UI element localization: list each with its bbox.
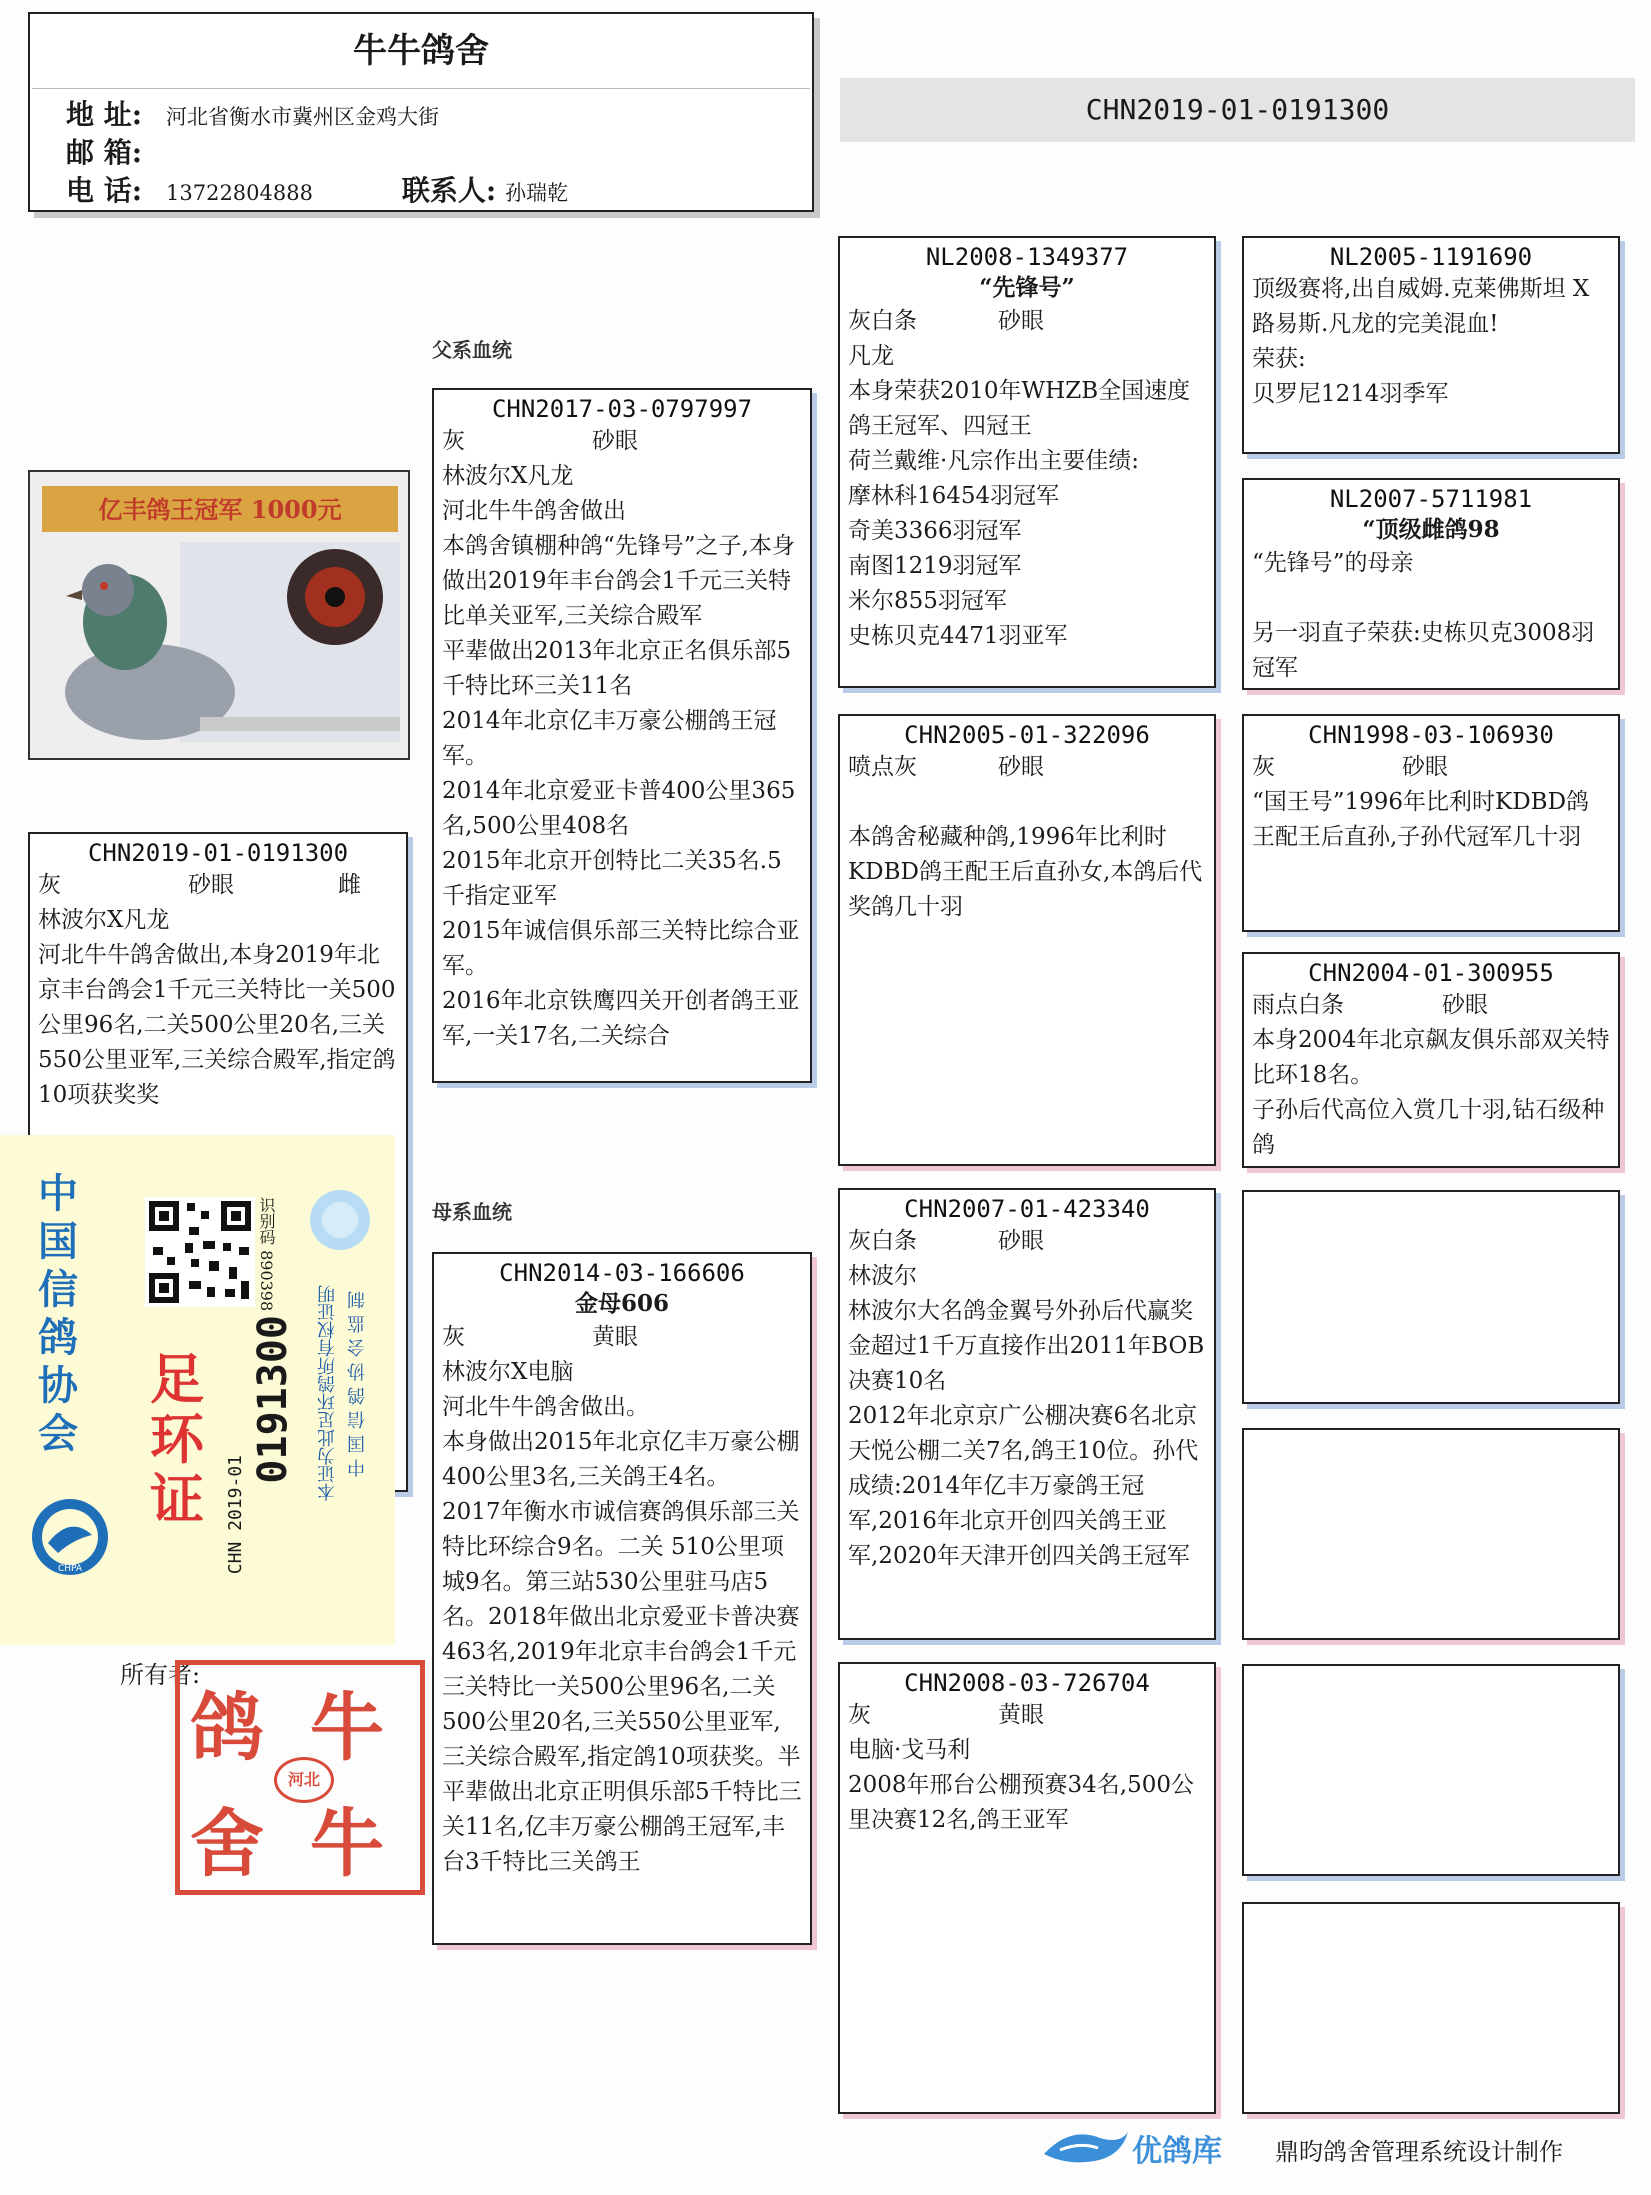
sire-dam-dam-card <box>1242 952 1620 1168</box>
sire-dam-line: 本鸽舍秘藏种鸽,1996年比利时KDBD鸽王配王后直孙女,本鸽后代奖鸽几十羽 <box>848 824 1203 920</box>
sire-sire-line: 史栋贝克4471羽亚军 <box>848 623 1068 649</box>
certificate-ring-prefix: CHN 2019-01 <box>225 1455 246 1575</box>
dam-dam-card <box>838 1662 1216 2114</box>
dam-traits <box>442 1320 802 1355</box>
sire-sire-color: 灰白条 <box>848 308 917 334</box>
address-row <box>66 97 776 135</box>
seal-char: 舍 <box>190 1801 264 1887</box>
sire-sire-eye: 砂眼 <box>998 308 1044 334</box>
sire-sire-line: 奇美3366羽冠军 <box>848 518 1022 544</box>
dam-sire-traits <box>848 1224 1206 1259</box>
sire-line: 本鸽舍镇棚种鸽“先锋号”之子,本身做出2019年丰台鸽会1千元三关特比单关亚军,三关综合殿军 <box>442 533 795 629</box>
sire-dam-dam-eye: 砂眼 <box>1442 992 1488 1018</box>
cloud-seal-icon <box>305 1185 375 1255</box>
owner-label: 所有者: <box>120 1661 201 1689</box>
dam-sire-sire-card <box>1242 1190 1620 1404</box>
dam-dam-dam-card <box>1242 1902 1620 2114</box>
contact-value: 孙瑞乾 <box>505 181 569 205</box>
sire-dam-sire-card <box>1242 714 1620 932</box>
sire-sire-card <box>838 236 1216 688</box>
ring-certificate <box>0 1135 395 1645</box>
sire-sire-dam-line: 另一羽直子荣获:史栋贝克3008羽冠军 <box>1252 620 1595 681</box>
pigeon-logo-icon <box>1040 2120 1130 2170</box>
qr-identifier: 识别码 890398 <box>257 1197 276 1312</box>
certificate-title: 足环证 <box>150 1348 204 1531</box>
dam-line: 本身做出2015年北京亿丰万豪公棚400公里3名,三关鸽王4名。 <box>442 1429 800 1490</box>
certificate-supervisor-note: 中国信鸽协会监制 <box>347 1285 368 1477</box>
dam-dam-traits <box>848 1698 1206 1733</box>
sire-line: 平辈做出2013年北京正名俱乐部5千特比环三关11名 <box>442 638 792 699</box>
pigeon-photo <box>28 470 410 760</box>
seal-center: 河北 <box>274 1757 334 1803</box>
sire-dam-line <box>848 785 1206 820</box>
dam-sire-line: 林波尔大名鸽金翼号外孙后代赢奖金超过1千万直接作出2011年BOB决赛10名 <box>848 1298 1205 1394</box>
sire-sire-dam-line <box>1252 581 1610 616</box>
dam-ring: CHN2014-03-166606 <box>499 1259 745 1287</box>
dam-card <box>432 1252 812 1945</box>
sire-line: 2014年北京亿丰万豪公棚鸽王冠军。 <box>442 708 777 769</box>
sire-line: 河北牛牛鸽舍做出 <box>442 498 626 524</box>
association-emblem-icon <box>28 1495 112 1579</box>
footer <box>1040 2120 1640 2170</box>
dam-nickname: 金母606 <box>574 1290 669 1317</box>
sire-sire-line: 凡龙 <box>848 343 894 369</box>
qr-code-icon <box>145 1197 255 1307</box>
sire-dam-sire-color: 灰 <box>1252 754 1275 780</box>
sire-sire-sire-line: 顶级赛将,出自威姆.克莱佛斯坦 X 路易斯.凡龙的完美混血! <box>1252 276 1590 337</box>
sire-line: 2015年诚信俱乐部三关特比综合亚军。 <box>442 918 800 979</box>
sire-line: 2016年北京铁鹰四关开创者鸽王亚军,一关17名,二关综合 <box>442 988 800 1049</box>
contact-label: 联系人: <box>401 174 497 207</box>
sire-dam-ring: CHN2005-01-322096 <box>904 721 1150 749</box>
sire-sire-sire-card <box>1242 236 1620 454</box>
dam-dam-ring: CHN2008-03-726704 <box>904 1669 1150 1697</box>
sire-traits <box>442 424 802 459</box>
sire-sire-traits <box>848 304 1206 339</box>
sire-sire-sire-line: 荣获: <box>1252 346 1306 372</box>
sire-sire-line: 南图1219羽冠军 <box>848 553 1022 579</box>
sire-dam-dam-line: 子孙后代高位入赏几十羽,钻石级种鸽 <box>1252 1097 1605 1158</box>
sire-line: 2015年北京开创特比二关35名.5千指定亚军 <box>442 848 782 909</box>
sire-line: 林波尔X凡龙 <box>442 463 574 489</box>
phone-label: 电 话: <box>66 174 143 207</box>
loft-header <box>28 12 814 212</box>
sire-sire-line: 米尔855羽冠军 <box>848 588 1007 614</box>
sire-dam-dam-ring: CHN2004-01-300955 <box>1308 959 1554 987</box>
sire-dam-traits <box>848 750 1206 785</box>
sire-line-label: 父系血统 <box>432 338 512 362</box>
dam-sire-ring: CHN2007-01-423340 <box>904 1195 1150 1223</box>
mailbox-row <box>66 135 776 173</box>
seal-char: 牛 <box>310 1685 384 1771</box>
sire-sire-ring: NL2008-1349377 <box>925 243 1129 271</box>
sire-sire-sire-ring: NL2005-1191690 <box>1329 243 1533 271</box>
dam-dam-eye: 黄眼 <box>998 1702 1044 1728</box>
subject-ring-banner: CHN2019-01-0191300 <box>840 78 1635 142</box>
dam-color: 灰 <box>442 1324 465 1350</box>
sire-dam-card <box>838 714 1216 1166</box>
dam-dam-color: 灰 <box>848 1702 871 1728</box>
sire-sire-nickname: “先锋号” <box>979 274 1075 301</box>
dam-eye: 黄眼 <box>592 1324 638 1350</box>
dam-dam-sire-card <box>1242 1664 1620 1876</box>
sire-dam-sire-line: “国王号”1996年比利时KDBD鸽王配王后直孙,子孙代冠军几十羽 <box>1252 789 1590 850</box>
mailbox-label: 邮 箱: <box>66 136 143 169</box>
sire-dam-color: 喷点灰 <box>848 754 917 780</box>
sire-color: 灰 <box>442 428 465 454</box>
sire-dam-dam-line: 本身2004年北京飙友俱乐部双关特比环18名。 <box>1252 1027 1610 1088</box>
subject-sex: 雌 <box>338 872 361 898</box>
dam-sire-dam-card <box>1242 1428 1620 1640</box>
sire-dam-dam-traits <box>1252 988 1610 1023</box>
dam-line: 2017年衡水市诚信赛鸽俱乐部三关特比环综合9名。二关 510公里项城9名。第三站530公里驻马店5名。2018年做出北京爱亚卡普决赛463名,2019年北京丰台鸽会1千元三关特比一关500公里96名,二关500公里20名,三关550公里亚军,三关综合殿军,指定鸽10项获奖。半平辈做出北京正明俱乐部5千特比三关11名,亿丰万豪公棚鸽王冠军,丰台3千特比三关鸽王 <box>442 1499 802 1875</box>
sire-card <box>432 388 812 1083</box>
sire-sire-line: 本身荣获2010年WHZB全国速度鸽王冠军、四冠王 <box>848 378 1191 439</box>
certificate-ownership-note: 本证为此足环鸽所有权证明 <box>317 1285 338 1501</box>
loft-seal-stamp <box>175 1660 425 1895</box>
sire-dam-sire-ring: CHN1998-03-106930 <box>1308 721 1554 749</box>
footer-logo-text: 优鸽库 <box>1132 2134 1222 2169</box>
subject-line: 林波尔X凡龙 <box>38 907 170 933</box>
certificate-ring-number: 0191300 <box>250 1315 296 1484</box>
dam-line-label: 母系血统 <box>432 1200 512 1224</box>
dam-sire-eye: 砂眼 <box>998 1228 1044 1254</box>
emblem-text: CHPA <box>57 1564 83 1574</box>
dam-dam-line: 2008年邢台公棚预赛34名,500公里决赛12名,鸽王亚军 <box>848 1772 1195 1833</box>
pigeon-photo-graphic <box>30 472 410 760</box>
dam-sire-card <box>838 1188 1216 1640</box>
sire-sire-sire-line: 贝罗尼1214羽季军 <box>1252 381 1449 407</box>
subject-line: 河北牛牛鸽舍做出,本身2019年北京丰台鸽会1千元三关特比一关500公里96名,二关500公里20名,三关550公里亚军,三关综合殿军,指定鸽10项获奖奖 <box>38 942 396 1108</box>
subject-traits <box>38 868 398 903</box>
address-value: 河北省衡水市冀州区金鸡大街 <box>166 105 439 129</box>
sire-sire-dam-line: “先锋号”的母亲 <box>1252 550 1414 576</box>
sire-dam-eye: 砂眼 <box>998 754 1044 780</box>
subject-color: 灰 <box>38 872 61 898</box>
dam-sire-line: 2012年北京京广公棚决赛6名北京天悦公棚二关7名,鸽王10位。孙代成绩:2014年亿丰万豪鸽王冠军,2016年北京开创四关鸽王亚军,2020年天津开创四关鸽王冠军 <box>848 1403 1199 1569</box>
subject-ring: CHN2019-01-0191300 <box>87 839 349 867</box>
sire-dam-dam-color: 雨点白条 <box>1252 992 1344 1018</box>
dam-sire-color: 灰白条 <box>848 1228 917 1254</box>
sire-dam-sire-traits <box>1252 750 1610 785</box>
photo-banner-text: 亿丰鸽王冠军 1000元 <box>98 495 342 524</box>
address-label: 地 址: <box>66 98 143 131</box>
dam-dam-line: 电脑·戈马利 <box>848 1737 971 1763</box>
sire-sire-dam-ring: NL2007-5711981 <box>1329 485 1533 513</box>
dam-line: 河北牛牛鸽舍做出。 <box>442 1394 649 1420</box>
sire-sire-line: 摩林科16454羽冠军 <box>848 483 1060 509</box>
sire-sire-line: 荷兰戴维·凡宗作出主要佳绩: <box>848 448 1140 474</box>
sire-dam-sire-eye: 砂眼 <box>1402 754 1448 780</box>
subject-eye: 砂眼 <box>188 872 234 898</box>
seal-char: 鸽 <box>190 1685 264 1771</box>
footer-maker: 鼎昀鸽舍管理系统设计制作 <box>1275 2138 1563 2166</box>
sire-line: 2014年北京爱亚卡普400公里365名,500公里408名 <box>442 778 796 839</box>
seal-char: 牛 <box>310 1801 384 1887</box>
certificate-association: 中国信鸽协会 <box>38 1171 78 1457</box>
phone-value: 13722804888 <box>166 181 313 205</box>
dam-sire-line: 林波尔 <box>848 1263 917 1289</box>
loft-name: 牛牛鸽舍 <box>32 14 810 89</box>
sire-eye: 砂眼 <box>592 428 638 454</box>
sire-sire-dam-nickname: “顶级雌鸽98 <box>1362 516 1500 543</box>
dam-line: 林波尔X电脑 <box>442 1359 574 1385</box>
phone-row <box>66 173 776 211</box>
sire-ring: CHN2017-03-0797997 <box>491 395 753 423</box>
sire-sire-dam-card <box>1242 478 1620 690</box>
